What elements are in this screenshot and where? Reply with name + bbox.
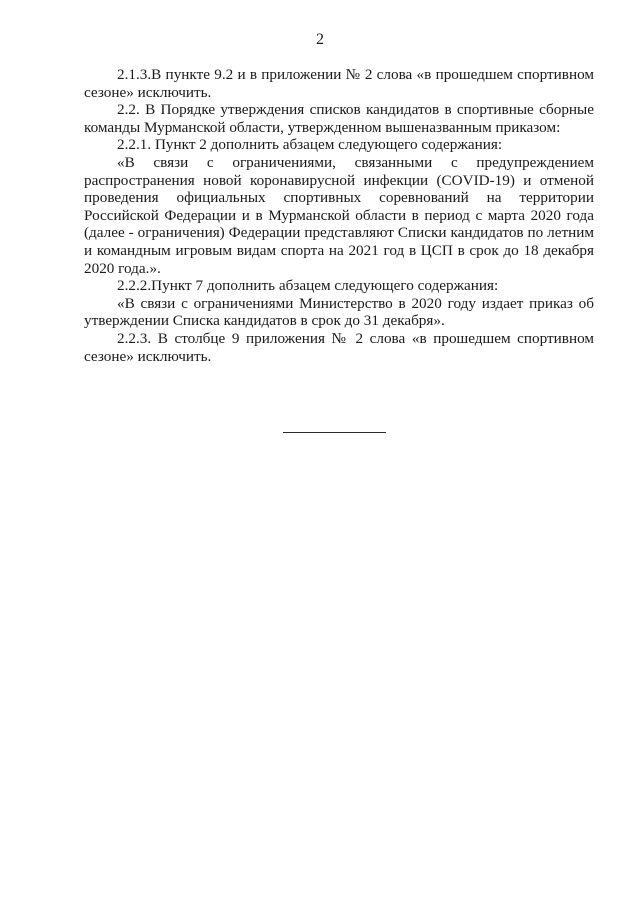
clause-2-1-3: 2.1.3.В пункте 9.2 и в приложении № 2 слова «в прошедшем спортивном сезоне» исключить.	[84, 66, 594, 101]
clause-2-2-1: 2.2.1. Пункт 2 дополнить абзацем следующего содержания:	[117, 136, 503, 154]
page-number: 2	[316, 31, 324, 48]
closing-divider-line	[283, 432, 386, 433]
clause-2-2-1-quote: «В связи с ограничениями, связанными с предупреждением распространения новой коронавирусной инфекции (COVID-19) и отменой проведения официальных спортивных соревнований на территории Российской Федерации и в Мурманской области в период с марта 2020 года (далее - ограничения) Федерации представляют Списки кандидатов по летним и командным игровым видам спорта на 2021 год в ЦСП в срок до 18 декабря 2020 года.».	[84, 153, 594, 277]
clause-2-2-2: 2.2.2.Пункт 7 дополнить абзацем следующего содержания:	[117, 277, 499, 295]
clause-2-2-3: 2.2.3. В столбце 9 приложения № 2 слова «в прошедшем спортивном сезоне» исключить.	[84, 329, 594, 365]
clause-2-2-2-quote: «В связи с ограничениями Министерство в 2020 году издает приказ об утверждении Списка кандидатов в срок до 31 декабря».	[84, 294, 594, 330]
clause-2-2: 2.2. В Порядке утверждения списков кандидатов в спортивные сборные команды Мурманской области, утвержденном вышеназванным приказом:	[84, 101, 594, 136]
document-body	[84, 66, 594, 365]
